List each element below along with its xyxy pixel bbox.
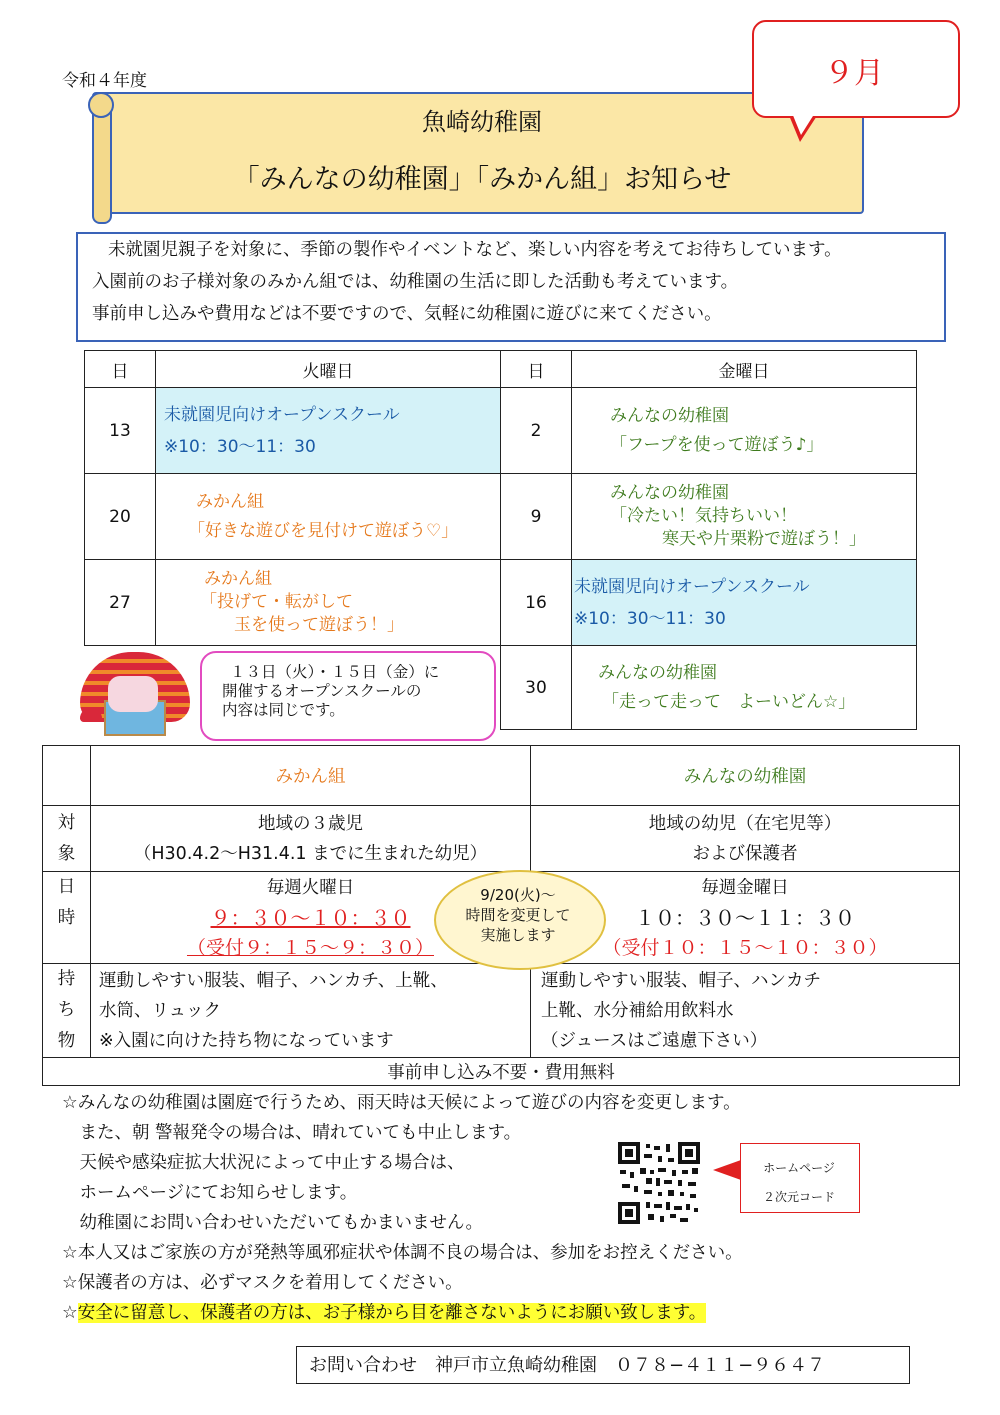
note-line: ☆安全に留意し、保護者の方は、お子様から目を離さないようにお願い致します。: [62, 1303, 707, 1323]
event-minna: [572, 646, 917, 730]
event-activity: 寒天や片栗粉で遊ぼう！」: [662, 529, 866, 549]
qr-label-homepage: ホームページ: [763, 1161, 835, 1175]
header-day: 日: [85, 351, 156, 388]
time-change-note-text: 9/20(火)〜 時間を変更して 実施します: [465, 886, 571, 944]
note-line: ☆保護者の方は、必ずマスクを着用してください。: [62, 1273, 463, 1293]
event-title: みんなの幼稚園: [610, 483, 729, 503]
contact-box: お問い合わせ 神戸市立魚崎幼稚園 ０７８−４１１−９６４７: [296, 1346, 910, 1384]
note-line: 天候や感染症拡大状況によって中止する場合は、: [62, 1153, 465, 1173]
col-mikan: みかん組: [91, 746, 531, 806]
time-mikan: 毎週火曜日 ９：３０〜１０：３０ （受付９：１５〜９：３０）: [91, 872, 531, 964]
event-title: みんなの幼稚園: [610, 405, 729, 426]
target-mikan: 地域の３歳児 （H30.4.2〜H31.4.1 までに生まれた幼児）: [91, 806, 531, 872]
time-minna: 毎週金曜日 １０：３０〜１１：３０ （受付１０：１５〜１０：３０）: [531, 872, 960, 964]
day-number: 9: [501, 474, 572, 560]
note-line: また、朝 警報発令の場合は、晴れていても中止します。: [62, 1123, 522, 1143]
event-activity: 玉を使って遊ぼう！」: [234, 615, 404, 635]
intro-line: 事前申し込みや費用などは不要ですので、気軽に幼稚園に遊びに来てください。: [92, 304, 722, 324]
event-minna: [572, 388, 917, 474]
target-minna: 地域の幼児（在宅児等） および保護者: [531, 806, 960, 872]
event-minna: [572, 474, 917, 560]
day-number: 16: [501, 560, 572, 646]
info-footer: 事前申し込み不要・費用無料: [43, 1058, 960, 1086]
notice-title: 「みんなの幼稚園」「みかん組」お知らせ: [232, 164, 732, 195]
event-mikan: [156, 560, 501, 646]
event-title: みかん組: [204, 569, 272, 589]
fiscal-year: 令和４年度: [62, 71, 147, 91]
event-title: みかん組: [196, 491, 264, 512]
event-title: 未就園児向けオープンスクール: [164, 404, 400, 425]
note-line: 幼稚園にお問い合わせいただいてもかまいません。: [62, 1213, 484, 1233]
month-label: ９月: [824, 56, 884, 91]
qr-label-code: ２次元コード: [762, 1190, 835, 1204]
qr-code-icon[interactable]: [618, 1142, 700, 1224]
target-label: 対 象: [43, 806, 91, 872]
intro-box: [76, 232, 946, 342]
header-day: 日: [501, 351, 572, 388]
day-number: 30: [501, 646, 572, 730]
event-activity: 「投げて・転がして: [200, 592, 353, 612]
time-label: 日 時: [43, 872, 91, 964]
small-mushroom-icon: [80, 708, 102, 722]
header-tuesday: 火曜日: [156, 351, 501, 388]
note-line: ホームページにてお知らせします。: [62, 1183, 358, 1203]
event-activity: 「好きな遊びを見付けて遊ぼう♡」: [188, 520, 459, 541]
items-label: 持 ち 物: [43, 964, 91, 1058]
day-number: 13: [85, 388, 156, 474]
day-number: 27: [85, 560, 156, 646]
items-minna: 運動しやすい服装、帽子、ハンカチ 上靴、水分補給用飲料水 （ジュースはご遠慮下さい）: [531, 964, 960, 1058]
event-activity: 「冷たい！気持ちいい！: [610, 506, 797, 526]
event-time: ※10：30〜11：30: [164, 436, 316, 457]
header-friday: 金曜日: [572, 351, 917, 388]
school-name: 魚崎幼稚園: [422, 108, 542, 136]
event-activity: 「走って走って よーいどん☆」: [602, 691, 856, 712]
intro-line: 未就園児親子を対象に、季節の製作やイベントなど、楽しい内容を考えてお待ちしています。: [108, 240, 842, 260]
event-open-school: [156, 388, 501, 474]
day-number: 2: [501, 388, 572, 474]
intro-line: 入園前のお子様対象のみかん組では、幼稚園の生活に即した活動も考えています。: [92, 272, 739, 292]
note-line: ☆みんなの幼稚園は園庭で行うため、雨天時は天候によって遊びの内容を変更します。: [62, 1093, 741, 1113]
qr-callout-tail: [713, 1160, 741, 1180]
event-open-school: [572, 560, 917, 646]
event-title: 未就園児向けオープンスクール: [574, 576, 810, 597]
event-activity: 「フープを使って遊ぼう♪」: [610, 434, 824, 455]
note-line: ☆本人又はご家族の方が発熱等風邪症状や体調不良の場合は、参加をお控えください。: [62, 1243, 743, 1263]
event-time: ※10：30〜11：30: [574, 608, 726, 629]
items-mikan: 運動しやすい服装、帽子、ハンカチ、上靴、 水筒、リュック ※入園に向けた持ち物になっています: [91, 964, 531, 1058]
event-mikan: [156, 474, 501, 560]
event-title: みんなの幼稚園: [598, 662, 717, 683]
day-number: 20: [85, 474, 156, 560]
open-school-note-text: １３日（火）・１５日（金）に 開催するオープンスクールの 内容は同じです。: [222, 663, 440, 719]
col-minna: みんなの幼稚園: [531, 746, 960, 806]
bunny-character-icon: [108, 676, 158, 712]
